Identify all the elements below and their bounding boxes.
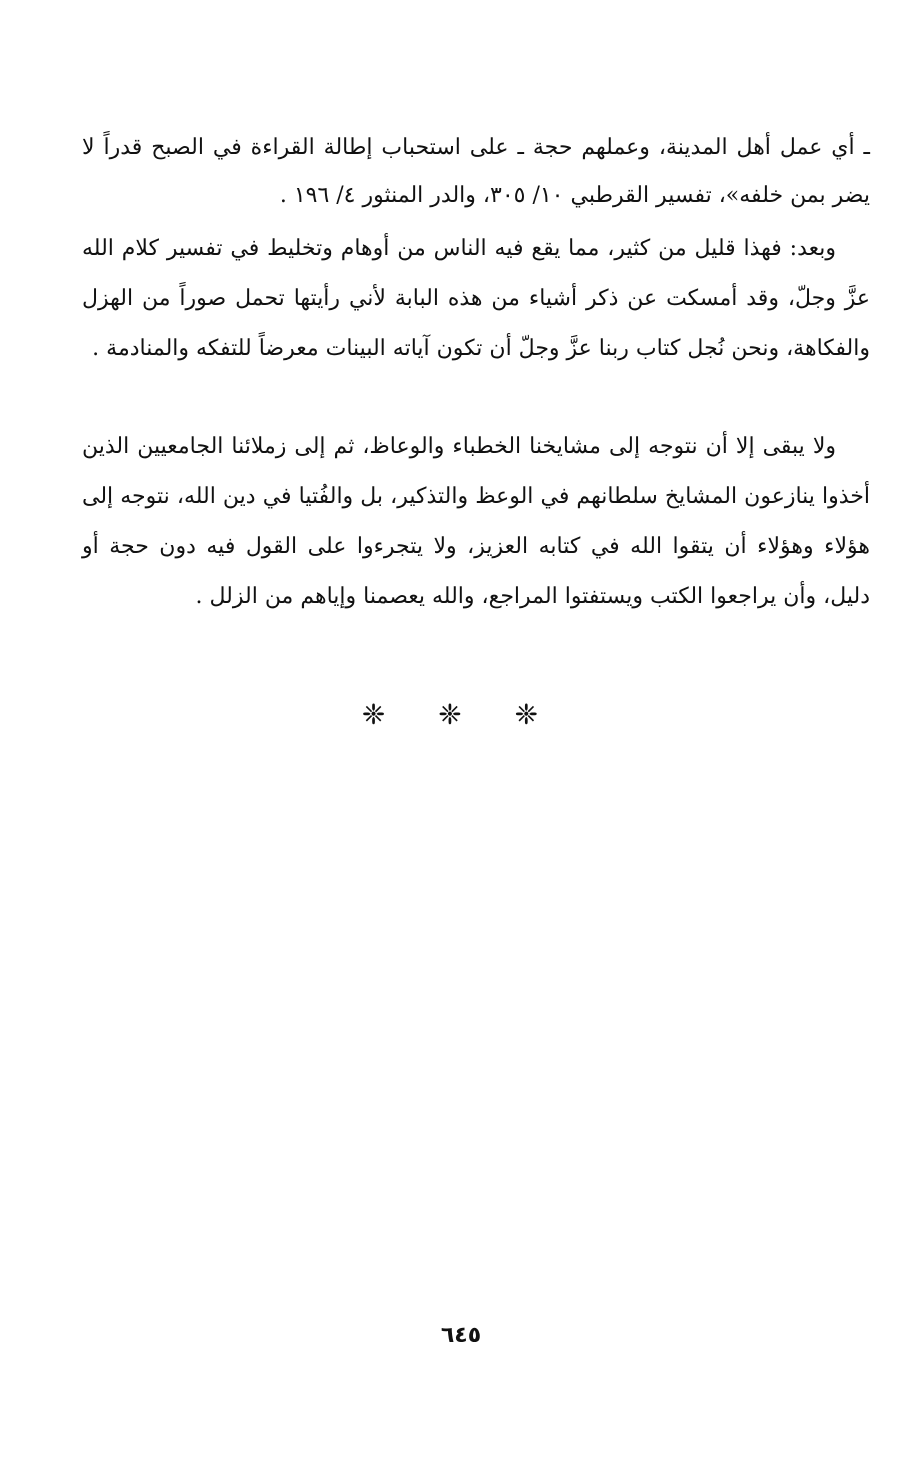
paragraph-closing: ولا يبقى إلا أن نتوجه إلى مشايخنا الخطباء والوعاظ، ثم إلى زملائنا الجامعيين الذين أخذوا ينازعون المشايخ سلطانهم في الوعظ والتذكير، بل والفُتيا في دين الله، نتوجه إلى هؤلاء وهؤلاء أن يتقوا الله في كتابه العزيز، ولا يتجرءوا على القول فيه دون حجة أو دليل، وأن يراجعوا الكتب ويستفتوا المراجع، والله يعصمنا وإياهم من الزلل . [82,434,870,609]
body-paragraph-block [82,422,870,622]
paragraph-footnote: ـ أي عمل أهل المدينة، وعملهم حجة ـ على استحباب إطالة القراءة في الصبح قدراً لا يضر بمن خلفه»، تفسير القرطبي ١٠/ ٣٠٥، والدر المنثور ٤/ ١٩٦ . [82,135,870,208]
page-number: ٦٤٥ [440,1323,482,1348]
footnote-continuation [82,124,870,220]
body-paragraph-block [82,224,870,374]
paragraph-afterword: وبعد: فهذا قليل من كثير، مما يقع فيه الناس من أوهام وتخليط في تفسير كلام الله عزَّ وجلّ، وقد أمسكت عن ذكر أشياء من هذه البابة لأني رأيتها تحمل صوراً من الهزل والفكاهة، ونحن نُجل كتاب ربنا عزَّ وجلّ أن تكون آياته البينات معرضاً للتفكه والمنادمة . [82,236,870,361]
section-separator: ❈ ❈ ❈ [361,698,561,731]
